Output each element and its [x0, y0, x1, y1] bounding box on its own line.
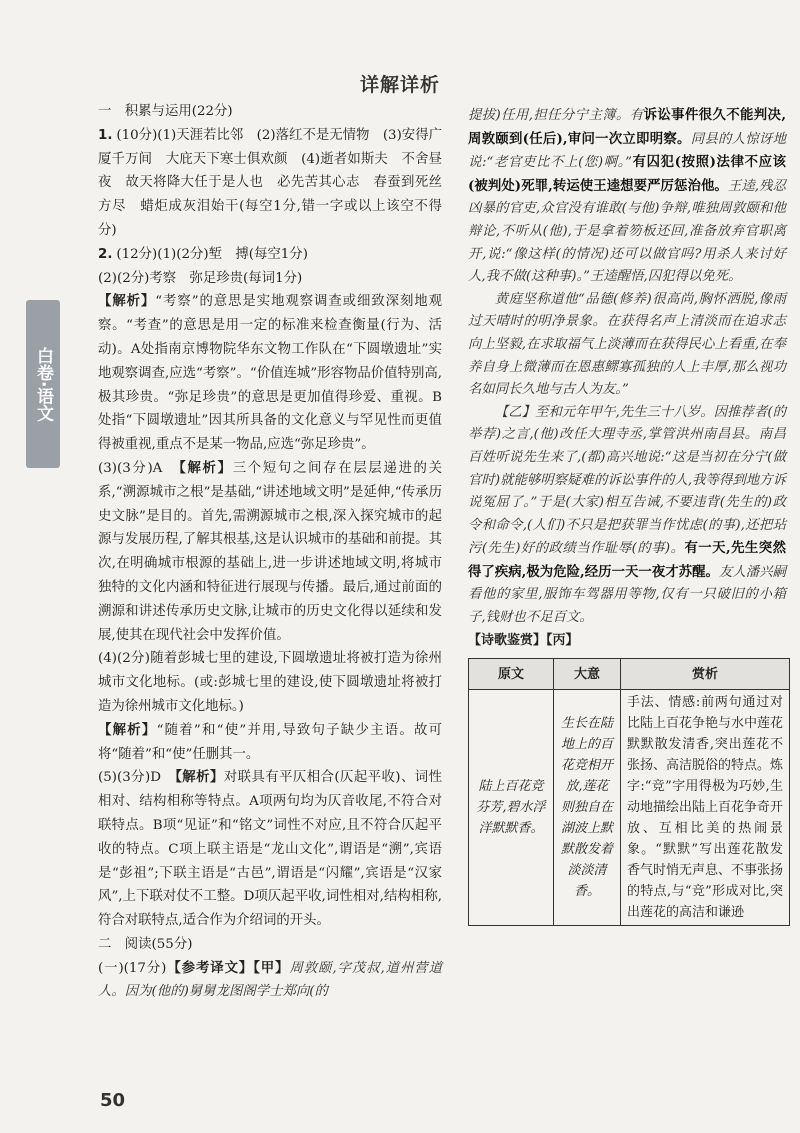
table-row	[469, 690, 790, 926]
poem-appreciation-heading: 【诗歌鉴赏】【丙】	[468, 632, 579, 648]
analysis-q2-part2: 【解析】“考察”的意思是实地观察调查或细致深刻地观察。“考查”的意思是用一定的标准来检查衡量(行为、活动)。A处指南京博物院华东文物工作队在“下圆墩遗址”实地观察调查,应选“考察”。“价值连城”形容物品价值特别高,极其珍贵。“弥足珍贵”的意思是更加值得珍爱、重视。B处指“下圆墩遗址”因其所具备的文化意义与罕见性而更值得被重视,重点不是某一物品,应选“弥足珍贵”。	[98, 293, 442, 453]
side-tab-label: 白卷·语文	[26, 300, 60, 468]
answer-q1: 1. (10分)(1)天涯若比邻 (2)落红不是无情物 (3)安得广厦千万间 大庇天下寒士俱欢颜 (4)逝者如斯夫 不舍昼夜 故天将降大任于是人也 必先苦其心志 春蚕到死丝方尽 蜡炬成灰泪始干(每空1分,错一字或以上该空不得分)	[98, 127, 442, 238]
section-heading-1: 一 积累与运用(22分)	[98, 104, 233, 119]
translation-para-1: 提拔)任用,担任分宁主簿。有诉讼事件很久不能判决,周敦颐到(任后),审问一次立即明察。同县的人惊讶地说:“老官吏比不上(您)啊。”有囚犯(按照)法律不应该(被判处)死罪,转运使王逵想要严厉惩治他。王逵,残忍凶暴的官吏,众官没有谁敢(与他)争辩,唯独周敦颐和他辩论,不听从(他),于是拿着笏板还回,准备放弃官职离开,说:“像这样(的情况)还可以做官吗?用杀人来讨好人,我不做(这种事)。”王逵醒悟,囚犯得以免死。	[468, 107, 787, 285]
cell-original: 陆上百花竞芬芳,碧水浮洋默默香。	[469, 690, 554, 926]
poem-appreciation-table	[468, 658, 790, 926]
analysis-q2-part3: (3)(3分)A 【解析】三个短句之间存在层层递进的关系,“溯源城市之根”是基础,“讲述地域文明”是延伸,“传承历史文脉”是目的。首先,需溯源城市之根,深入探究城市的起源与发展历程,了解其根基,这是认识城市的基础和前提。其次,在明确城市根源的基础上,进一步讲述地域文明,将城市独特的文化内涵和特征进行展现与传播。最后,通过前面的溯源和讲述传承历史文脉,让城市的历史文化得以延续和发展,使其在现代社会中发挥价值。	[98, 459, 443, 643]
analysis-q2-part5: (5)(3分)D 【解析】对联具有平仄相合(仄起平收)、词性相对、结构相称等特点。A项两句均为仄音收尾,不符合对联特点。B项“见证”和“铭文”词性不对应,且不符合仄起平收的特点。C项上联主语是“龙山文化”,谓语是“溯”,宾语是“彭祖”;下联主语是“古邑”,谓语是“闪耀”,宾语是“汉家风”,上下联对仗不工整。D项仄起平收,词性相对,结构相称,符合对联特点,适合作为介绍词的开头。	[98, 769, 442, 929]
section-heading-2: 二 阅读(55分)	[98, 936, 193, 952]
reading-translation-start: (一)(17分)【参考译文】【甲】周敦颐,字茂叔,道州营道人。因为(他的)舅舅龙图阁学士郑向(的	[98, 959, 442, 1000]
analysis-q2-part4: 【解析】“随着”和“使”并用,导致句子缺少主语。故可将“随着”和“使”任删其一。	[98, 721, 443, 762]
answer-q2-part1: 2. (12分)(1)(2分)堑 搏(每空1分)	[98, 246, 308, 262]
answer-q2-part4: (4)(2分)随着彭城七里的建设,下圆墩遗址将被打造为徐州城市文化地标。(或:彭城七里的建设,使下圆墩遗址将被打造为徐州城市文化地标。)	[98, 651, 442, 714]
answer-q2-part2: (2)(2分)考察 弥足珍贵(每词1分)	[98, 270, 303, 286]
header-original: 原文	[469, 659, 554, 690]
left-column	[98, 100, 442, 1004]
translation-para-2: 黄庭坚称道他“品德(修养)很高尚,胸怀洒脱,像雨过天晴时的明净景象。在获得名声上清淡而在追求志向上坚毅,在求取福气上淡薄而在获得民心上看重,在奉养自身上微薄而在恩惠鳏寡孤独的人上丰厚,那么视功名如同长久地与古人为友。”	[468, 291, 786, 398]
header-meaning: 大意	[554, 659, 621, 690]
page-number: 50	[100, 1090, 126, 1111]
table-header-row	[469, 659, 790, 690]
right-column	[468, 104, 786, 926]
cell-appreciation: 手法、情感:前两句通过对比陆上百花争艳与水中莲花默默散发清香,突出莲花不张扬、高洁脱俗的特点。炼字:“竞”字用得极为巧妙,生动地描绘出陆上百花争奇开放、互相比美的热闹景象。“默默”写出莲花散发香气时悄无声息、不事张扬的特点,与“竞”形成对比,突出莲花的高洁和谦逊	[621, 690, 790, 926]
translation-para-3: 【乙】至和元年甲午,先生三十八岁。因推荐者(的举荐)之言,(他)改任大理寺丞,掌管洪州南昌县。南昌百姓听说先生来了,(都)高兴地说:“这是当初在分宁(做官时)就能够明察疑难的诉讼事件的人,我等得到地方诉说冤屈了。”于是(大家)相互告诫,不要违背(先生的)政令和命令,(人们)不只是把获罪当作忧虑(的事),还把玷污(先生)好的政绩当作耻辱(的事)。有一天,先生突然得了疾病,极为危险,经历一天一夜才苏醒。友人潘兴嗣看他的家里,服饰车驾器用等物,仅有一只破旧的小箱子,钱财也不足百文。	[468, 404, 787, 626]
page-title: 详解详析	[359, 74, 440, 96]
header-appreciation: 赏析	[621, 659, 790, 690]
cell-meaning: 生长在陆地上的百花竞相开放,莲花则独自在湖波上默默散发着淡淡清香。	[554, 690, 621, 926]
